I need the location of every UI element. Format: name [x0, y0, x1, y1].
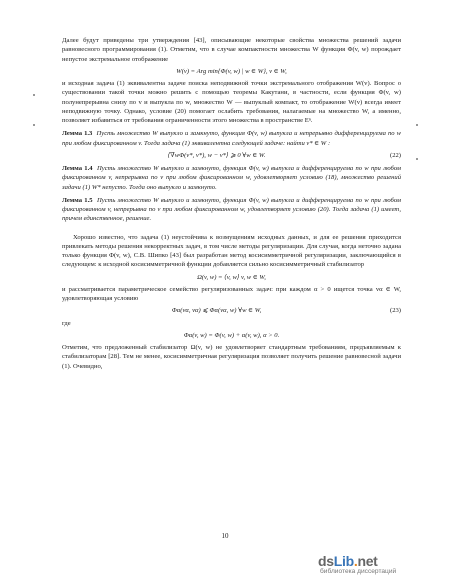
lemma-text: Пусть множество W выпукло и замкнуто, функция Φ(v, w) выпукла и дифференцируема по w при любом фиксированном v, непрерывна по v при любом фиксированном w, удовлетворяет условию (20). Тогда задача (1) имеет, причем единственное, решение.	[62, 196, 402, 223]
logo-ds: ds	[318, 553, 334, 569]
equation-phi-alpha	[62, 331, 401, 340]
paragraph-family: и рассматривается параметрическое семейство регуляризованных задач: при каждом α > 0 ищется точка vα ∈ W, удовлетворяющая условию	[62, 285, 401, 302]
margin-dot	[33, 94, 35, 96]
where-label: где	[62, 319, 71, 327]
margin-dot	[416, 158, 418, 160]
equation-omega	[62, 273, 401, 282]
watermark-logo	[318, 553, 378, 569]
paragraph-intro: Далее будут приведены три утверждения [43], описывающие некоторые свойства множества решений задачи равновесного программирования (1). Отметим, что в случае компактности множества W функция Φ(v, w) порождает непустое экстремальное отображение	[62, 37, 401, 63]
equation-extremal-map	[62, 67, 401, 76]
lemma-text: Пусть множество W выпукло и замкнуто, функция Φ(v, w) выпукла и непрерывно дифференцируема по w при любом фиксированном v. Тогда задача (1) эквивалентна следующей задаче: найти v* ∈ W :	[62, 130, 402, 147]
equation-body: W(v) = Arg min{Φ(v, w) | w ∈ W}, v ∈ W,	[176, 67, 287, 75]
equation-body: Φα(v, w) = Φ(v, w) + α(v, w), α > 0.	[183, 331, 280, 339]
lemma-text: Пусть множество W выпукло и замкнуто, функция Φ(v, w) выпукла и дифференцируема по w при любом фиксированном v, непрерывна по v при любом фиксированном w, удовлетворяет условию (18), множество решений задачи (1) W* непусто. Тогда оно выпукло и замкнуто.	[62, 165, 402, 191]
equation-body: Φα(vα, vα) ⩽ Φα(vα, w) ∀w ∈ W,	[171, 307, 262, 315]
equation-22	[62, 151, 401, 160]
lemma-heading: Лемма 1.3	[62, 130, 93, 138]
lemma-1-4	[62, 164, 401, 192]
lemma-heading: Лемма 1.5	[62, 196, 93, 204]
watermark	[318, 553, 448, 575]
paragraph-stabilizer: Отметим, что предложенный стабилизатор Ω(v, w) не удовлетворяет стандартным требованиям, предъявляемым к стабилизаторам [28]. Тем не менее, косисимметричная регуляризация позволяет получить решение равновесной задачи (1). Очевидно,	[62, 344, 401, 370]
equation-body: ⟨∇wΦ(v*, v*), w − v*⟩ ⩾ 0 ∀w ∈ W.	[167, 151, 266, 159]
margin-dot	[33, 124, 35, 126]
equation-number: (23)	[390, 307, 401, 315]
paragraph-fixed-point: и исходная задача (1) эквивалентна задаче поиска неподвижной точки экстремального отображения W(v). Вопрос о существовании такой точки можно решить с помощью теоремы Какутани, в частности, если функция Φ(v, w) полунепрерывна снизу по v и выпукла по w, множество W — выпуклый компакт, то отображение W(v) всегда имеет неподвижную точку. Однако, условие (20) помогает ослабить требования, налагаемые на множество W, а именно, позволяет избавиться от требования ограниченности этого множества в пространстве Eⁿ.	[62, 80, 401, 124]
logo-dot: .	[353, 553, 358, 569]
equation-body: Ω(v, w) = ⟨v, w⟩ v, w ∈ W,	[197, 273, 266, 281]
lemma-1-3	[62, 129, 401, 148]
equation-23	[62, 306, 401, 315]
logo-lib: Lib	[333, 553, 354, 569]
document-page	[62, 36, 401, 371]
lemma-heading: Лемма 1.4	[62, 165, 93, 172]
margin-dot	[416, 124, 418, 126]
page-number: 10	[221, 532, 229, 540]
equation-number: (22)	[390, 151, 401, 159]
lemma-1-5	[62, 196, 401, 224]
watermark-subtitle: библиотека диссертаций	[320, 568, 397, 575]
logo-net: net	[357, 553, 378, 569]
paragraph-regularization: Хорошо известно, что задача (1) неустойчива к возмущениям исходных данных, и для ее решения приходится привлекать методы решения некорректных задач, в том числе методы регуляризации. Для случая, когда неточно задана только функция Φ(v, w), С.В. Шипко [43] был разработан метод косисимметричной регуляризации, заключающийся в следующем: к исходной косисимметричной функции добавляется сильно косисимметричный стабилизатор	[62, 233, 401, 269]
